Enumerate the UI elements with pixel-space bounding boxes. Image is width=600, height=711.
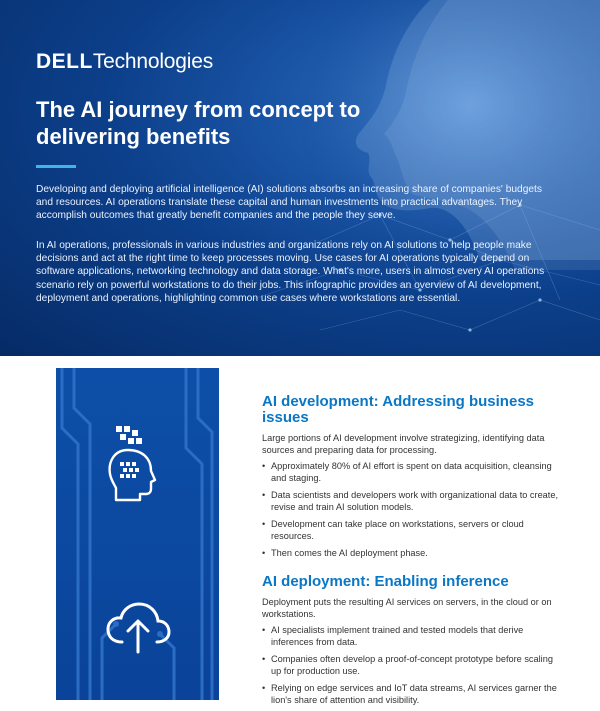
section-heading: AI development: Addressing business issues [262, 393, 534, 426]
bullet-item: • Approximately 80% of AI effort is spent on data acquisition, cleansing and staging. [262, 460, 562, 484]
bullet-item: • Data scientists and developers work with organizational data to create, revise and train AI solution models. [262, 489, 562, 513]
bullet-list [262, 624, 562, 706]
section-ai-development [262, 394, 562, 564]
section-ai-deployment [262, 574, 562, 711]
intro-paragraph-2: In AI operations, professionals in various industries and organizations rely on AI solutions to help people make decisions and act at the right time to keep processes moving. Use cases for AI operations typically depend on software applications, networking technology and data storage. What's more, users in almost every AI operations scenario rely on powerful workstations to do their jobs. This infographic provides an overview of AI development, deployment and operations, highlighting common use cases where workstations are essential. [36, 240, 545, 304]
page-title: The AI journey from concept to delivering benefits [36, 97, 361, 149]
bullet-item: • Relying on edge services and IoT data streams, AI services garner the lion's share of attention and visibility. [262, 682, 562, 706]
title-accent-rule [36, 165, 76, 168]
section-lead: Large portions of AI development involve strategizing, identifying data sources and preparing data for processing. [262, 433, 545, 455]
section-lead: Deployment puts the resulting AI services on servers, in the cloud or on workstations. [262, 597, 552, 619]
section-heading: AI deployment: Enabling inference [262, 573, 509, 590]
ai-head-icon [106, 424, 164, 509]
intro-paragraph-1: Developing and deploying artificial intelligence (AI) solutions absorbs an increasing share of companies' budgets and resources. AI operations translate these capital and human investments into practical advantages. They accomplish outcomes that greatly benefit companies and the people they serve. [36, 184, 542, 222]
bullet-list [262, 460, 562, 559]
bullet-item: • Development can take place on workstations, servers or cloud resources. [262, 518, 562, 542]
dell-technologies-logo [36, 50, 213, 74]
bullet-item: • Companies often develop a proof-of-concept prototype before scaling up for production use. [262, 653, 562, 677]
bullet-item: • Then comes the AI deployment phase. [262, 547, 562, 559]
cloud-upload-icon [104, 598, 172, 659]
bullet-item: • AI specialists implement trained and tested models that derive inferences from data. [262, 624, 562, 648]
logo-technologies-wordmark: Technologies [92, 50, 214, 73]
logo-dell-wordmark: DELL [36, 50, 93, 73]
